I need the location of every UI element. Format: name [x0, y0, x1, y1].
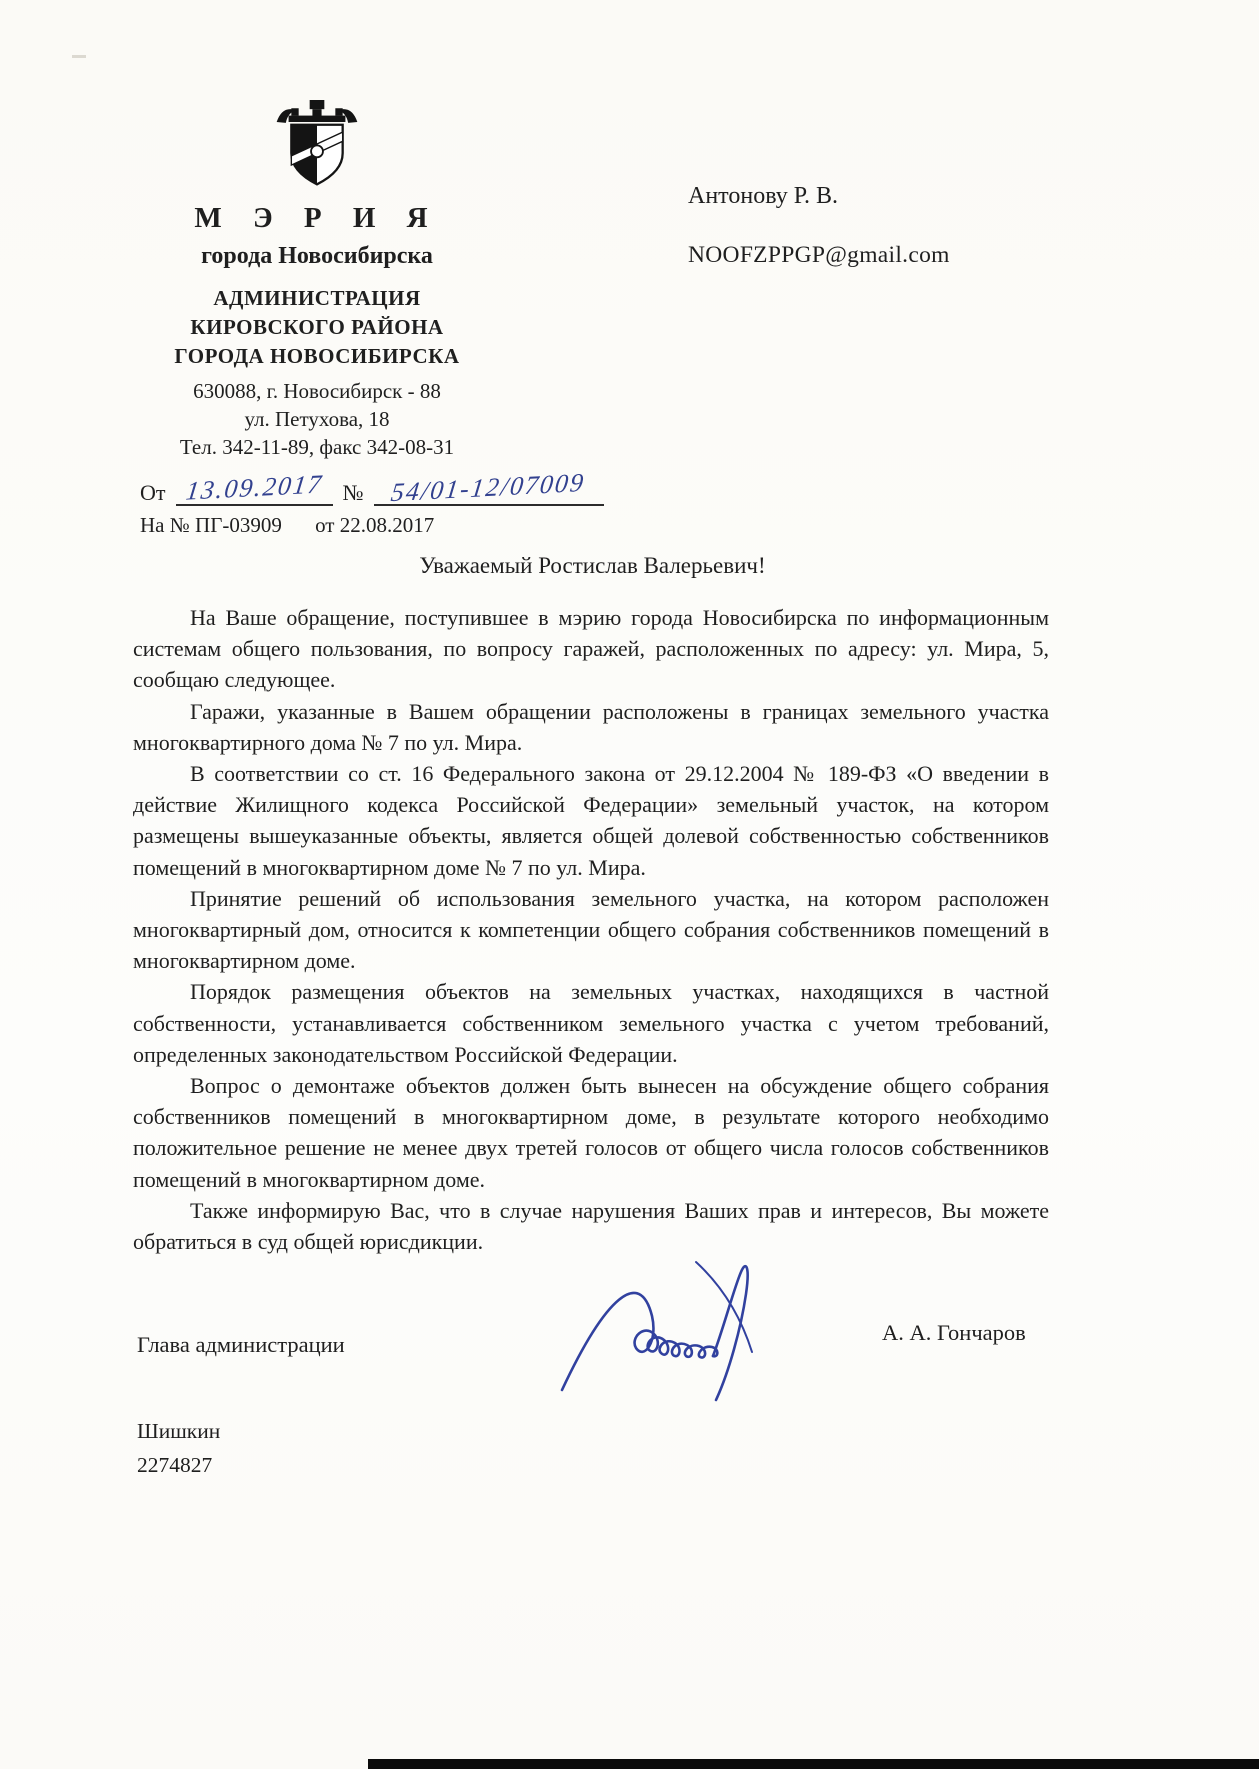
outgoing-date-handwritten: 13.09.2017: [183, 469, 325, 506]
outgoing-number-handwritten: 54/01-12/07009: [389, 467, 588, 508]
letter-paragraph: Также информирую Вас, что в случае нарушения Ваших прав и интересов, Вы можете обратиться в суд общей юрисдикции.: [133, 1197, 1049, 1255]
handwritten-signature: [548, 1252, 818, 1407]
org-name-main: М Э Р И Я: [194, 202, 440, 234]
incoming-date: от 22.08.2017: [315, 513, 435, 537]
letter-paragraph: В соответствии со ст. 16 Федерального закона от 29.12.2004 № 189-ФЗ «О введении в действие Жилищного кодекса Российской Федерации» земельный участок, на котором размещены вышеуказанные объекты, является общей долевой собственностью собственников помещений в многоквартирном доме № 7 по ул. Мира.: [133, 761, 1049, 880]
org-department: [128, 284, 506, 371]
from-label: От: [140, 480, 166, 505]
org-address-line-1: 630088, г. Новосибирск - 88: [193, 379, 441, 403]
org-phone: Тел. 342-11-89, факс 342-08-31: [179, 435, 455, 459]
recipient-email: NOOFZPPGP@gmail.com: [688, 242, 950, 268]
letter-paragraph: Порядок размещения объектов на земельных участках, находящихся в частной собственности, устанавливается собственником земельного участка с учетом требований, определенных законодательством Российской Федерации.: [133, 979, 1049, 1067]
outgoing-number-field: [374, 467, 604, 508]
incoming-ref-line: [140, 513, 700, 538]
executor-phone: 2274827: [137, 1453, 213, 1477]
org-address-line-2: ул. Петухова, 18: [244, 407, 390, 431]
org-name-city: города Новосибирска: [201, 243, 433, 269]
scan-edge-artifact: [368, 1759, 1259, 1769]
dept-line-2: КИРОВСКОГО РАЙОНА: [190, 315, 444, 339]
executor-name: Шишкин: [137, 1419, 221, 1443]
letter-paragraph: Гаражи, указанные в Вашем обращении расположены в границах земельного участка многоквартирного дома № 7 по ул. Мира.: [133, 698, 1049, 755]
novosibirsk-coat-of-arms-icon: [271, 100, 363, 188]
recipient-block: [688, 183, 1108, 269]
dept-line-1: АДМИНИСТРАЦИЯ: [213, 286, 421, 310]
signer-name: А. А. Гончаров: [882, 1320, 1026, 1345]
letter-paragraph: На Ваше обращение, поступившее в мэрию города Новосибирска по информационным системам общего пользования, по вопросу гаражей, расположенных по адресу: ул. Мира, 5, сообщаю следующее.: [133, 605, 1049, 693]
reference-block: [140, 467, 700, 538]
signer-position: Глава администрации: [137, 1332, 345, 1357]
incoming-number: На № ПГ-03909: [140, 513, 282, 537]
recipient-name: Антонову Р. В.: [688, 183, 839, 209]
dept-line-3: ГОРОДА НОВОСИБИРСКА: [174, 344, 460, 368]
executor-block: [137, 1414, 220, 1482]
scan-artifact: [72, 55, 86, 58]
letter-paragraph: Вопрос о демонтаже объектов должен быть вынесен на обсуждение общего собрания собственников помещений в многоквартирном доме, в результате которого необходимо положительное решение не менее двух третей голосов от общего числа голосов собственников помещений в многоквартирном доме.: [133, 1073, 1049, 1192]
org-contacts: [128, 377, 506, 461]
letterhead: [128, 100, 506, 461]
salutation: Уважаемый Ростислав Валерьевич!: [419, 553, 766, 578]
letter-paragraph: Принятие решений об использования земельного участка, на котором расположен многоквартирный дом, относится к компетенции общего собрания собственников помещений в многоквартирном доме.: [133, 885, 1049, 974]
outgoing-ref-line: [140, 467, 700, 508]
number-label: №: [342, 480, 364, 505]
letter-body: [133, 602, 1049, 1257]
outgoing-date-field: [176, 469, 333, 506]
